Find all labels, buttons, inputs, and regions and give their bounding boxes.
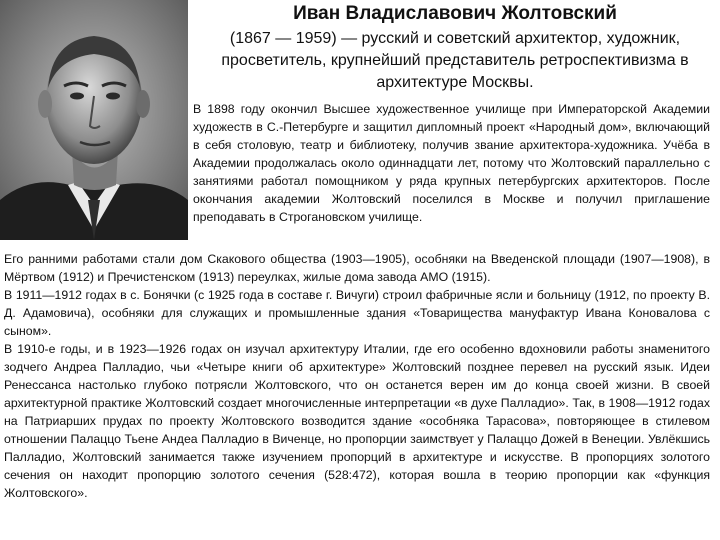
portrait-image [0, 0, 188, 240]
paragraph-early-works: Его ранними работами стали дом Скакового общества (1903—1905), особняки на Введенской площади (1907—1908), в Мёртвом (1912) и Пречистенском (1913) переулках, жилые дома завода АМО (1915). [4, 252, 710, 284]
bio-text-bottom [4, 250, 710, 502]
portrait-photo [0, 0, 188, 240]
paragraph-bonyachki: В 1911—1912 годах в с. Бонячки (с 1925 года в составе г. Вичуги) строил фабричные ясли и больницу (1912, по проекту В. Д. Адамовича), особняки для служащих и промышленные здания «Товарищества мануфактур Ивана Коновалова с сыном». [4, 288, 710, 338]
page-title: Иван Владиславович Жолтовский [293, 3, 617, 24]
page-subtitle: (1867 — 1959) — русский и советский архитектор, художник, просветитель, крупнейший представитель ретроспективизма в архитектуре Москвы. [221, 30, 689, 91]
bio-text-top [193, 100, 710, 226]
paragraph-education: В 1898 году окончил Высшее художественное училище при Императорской Академии художеств в С.-Петербурге и защитил дипломный проект «Народный дом», включающий в себя столовую, театр и библиотеку, получив звание архитектора-художника. Учёба в Академии продолжалась около одиннадцати лет, потому что Жолтовский параллельно с занятиями работал помощником у ряда крупных петербургских архитекторов. После окончания академии Жолтовский поселился в Москве и получил приглашение преподавать в Строгановском училище. [193, 102, 710, 224]
paragraph-italy: В 1910-е годы, и в 1923—1926 годах он изучал архитектуру Италии, где его особенно вдохновили работы знаменитого зодчего Андреа Палладио, чьи «Четыре книги об архитектуре» Жолтовский позднее перевел на русский язык. Идеи Ренессанса настолько глубоко потрясли Жолтовского, что он останется верен им до конца своей жизни. В своей архитектурной практике Жолтовский создает многочисленные интерпретации «в духе Палладио». Так, в 1908—1912 годах на Патриарших прудах по проекту Жолтовского возводится здание «особняка Тарасова», повторяющее в стилевом отношении Палаццо Тьене Андеа Палладио в Виченце, но пропорции заимствует у Палаццо Дожей в Венеции. Увлёкшись Палладио, Жолтовский занимается также изучением пропорций в архитектуре и искусстве. В пропорциях золотого сечения он находит пропорцию золотого сечения (528:472), которая вошла в теорию пропорции как «функция Жолтовского». [4, 342, 710, 500]
